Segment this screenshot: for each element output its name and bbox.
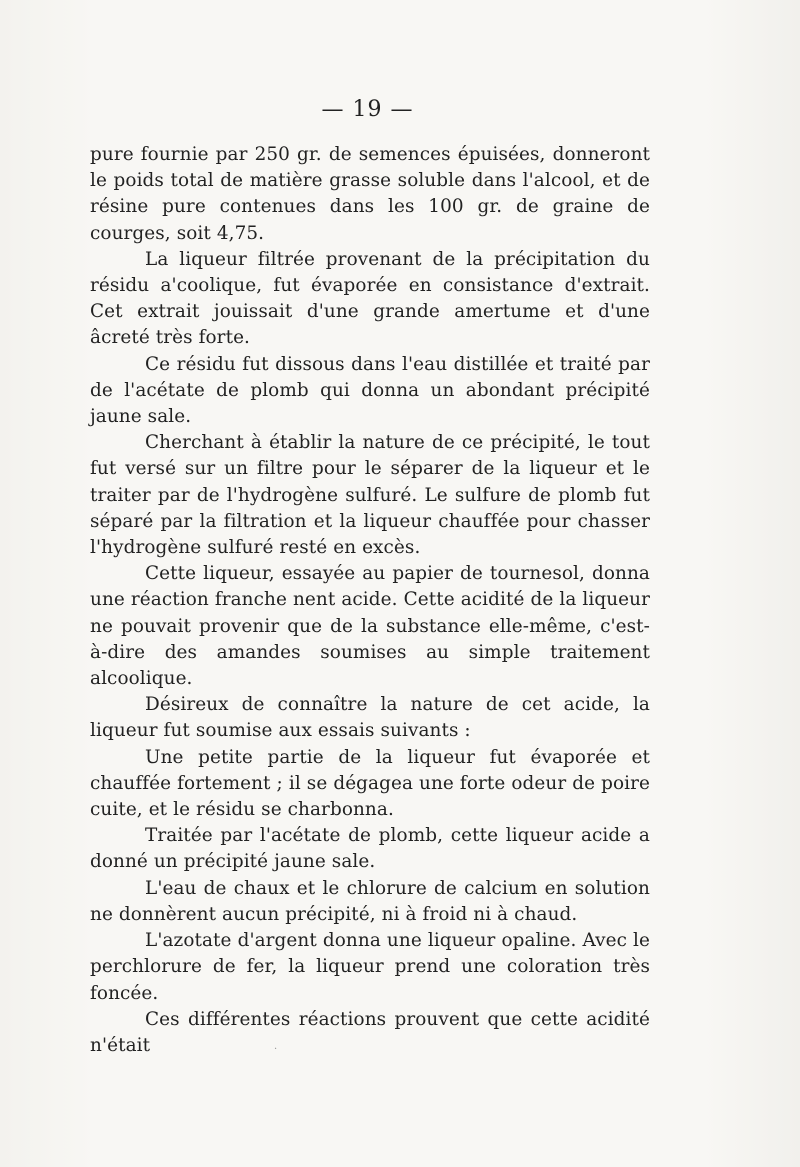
- paragraph-8: Traitée par l'acétate de plomb, cette liqueur acide a donné un précipité jaune sale.: [90, 825, 650, 873]
- paragraph-5: Cette liqueur, essayée au papier de tournesol, donna une réaction franche nent acide. Cette acidité de la liqueur ne pouvait provenir que de la substance elle-même, c'est-à-dire des amandes soumises au simple traitement alcoolique.: [90, 563, 650, 690]
- page-number: — 19 —: [321, 97, 414, 122]
- ink-mark: ·: [274, 1044, 278, 1055]
- paragraph-11: Ces différentes réactions prouvent que cette acidité n'était: [90, 1008, 650, 1056]
- paragraph-3: Ce résidu fut dissous dans l'eau distillée et traité par de l'acétate de plomb qui donna un abondant précipité jaune sale.: [90, 353, 650, 428]
- paragraph-6: Désireux de connaître la nature de cet acide, la liqueur fut soumise aux essais suivants :: [90, 694, 650, 742]
- paragraph-2: La liqueur filtrée provenant de la précipitation du résidu a'coolique, fut évaporée en consistance d'extrait. Cet extrait jouissait d'une grande amertume et d'une âcreté très forte.: [90, 248, 650, 349]
- paragraph-9: L'eau de chaux et le chlorure de calcium en solution ne donnèrent aucun précipité, ni à froid ni à chaud.: [90, 877, 650, 925]
- document-body: [90, 142, 650, 1059]
- paragraph-10: L'azotate d'argent donna une liqueur opaline. Avec le perchlorure de fer, la liqueur prend une coloration très foncée.: [90, 930, 650, 1004]
- paragraph-7: Une petite partie de la liqueur fut évaporée et chauffée fortement ; il se dégagea une forte odeur de poire cuite, et le résidu se charbonna.: [90, 746, 650, 821]
- paragraph-1: pure fournie par 250 gr. de semences épuisées, donneront le poids total de matière grasse soluble dans l'alcool, et de résine pure contenues dans les 100 gr. de graine de courges, soit 4,75.: [90, 144, 650, 244]
- paragraph-4: Cherchant à établir la nature de ce précipité, le tout fut versé sur un filtre pour le séparer de la liqueur et le traiter par de l'hydrogène sulfuré. Le sulfure de plomb fut séparé par la filtration et la liqueur chauffée pour chasser l'hydrogène sulfuré resté en excès.: [90, 432, 650, 559]
